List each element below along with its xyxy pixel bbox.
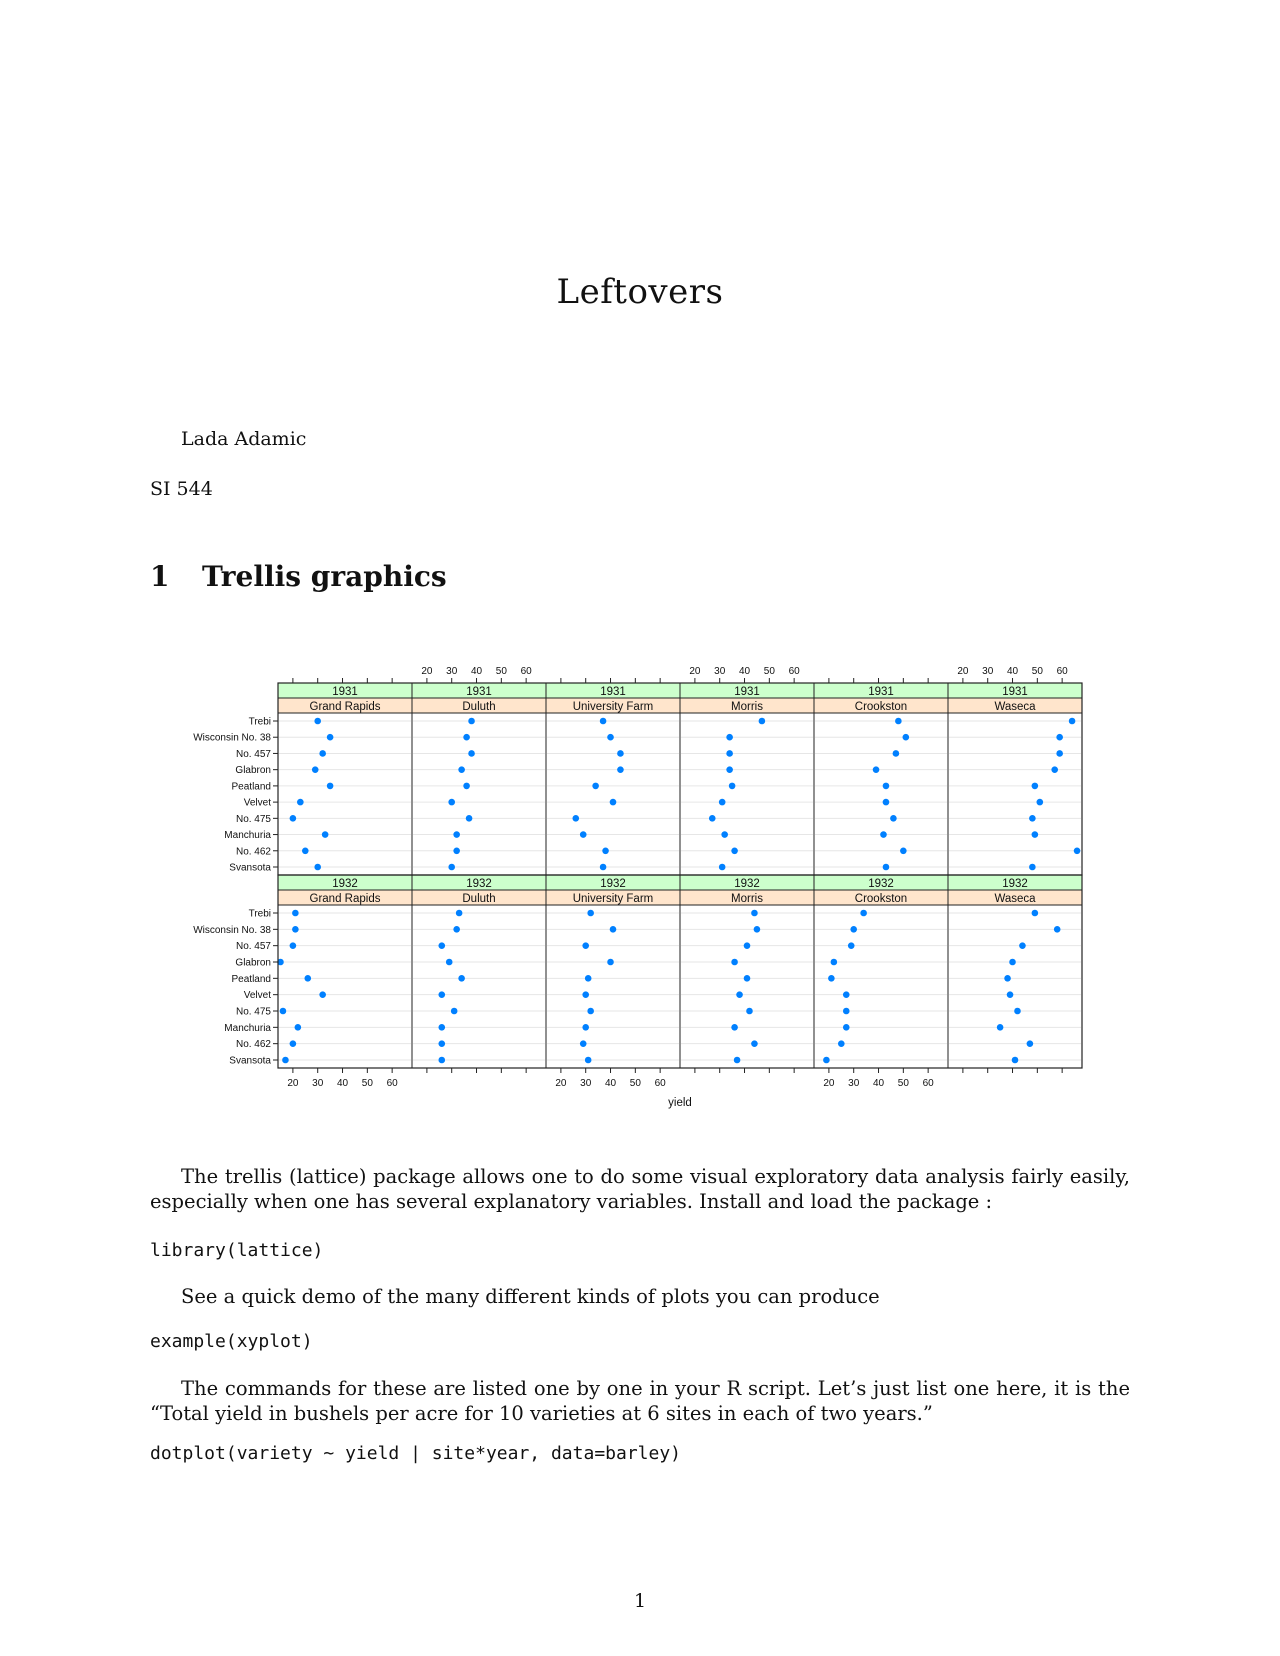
data-point [1032, 910, 1039, 917]
data-point [903, 734, 910, 741]
year-strip-label: 1932 [1002, 878, 1028, 890]
data-point [312, 766, 319, 773]
data-point [759, 718, 766, 725]
x-tick-label: 20 [957, 666, 969, 677]
x-tick-label: 20 [421, 666, 433, 677]
data-point [746, 1008, 753, 1015]
variety-label: No. 457 [235, 748, 271, 760]
data-point [1032, 831, 1039, 838]
data-point [823, 1057, 830, 1064]
x-tick-label: 20 [287, 1078, 299, 1089]
data-point [580, 831, 587, 838]
data-point [438, 942, 445, 949]
page-number: 1 [633, 1590, 647, 1612]
x-tick-label: 30 [580, 1078, 592, 1089]
data-point [734, 1057, 741, 1064]
x-tick-label: 40 [604, 1078, 617, 1089]
year-strip-label: 1932 [868, 878, 894, 890]
data-point [600, 864, 607, 871]
x-tick-label: 40 [872, 1078, 885, 1089]
x-tick-label: 30 [312, 1078, 324, 1089]
data-point [1051, 766, 1058, 773]
year-strip-label: 1932 [734, 878, 760, 890]
data-point [297, 799, 304, 806]
year-strip-label: 1931 [332, 686, 358, 698]
data-point [453, 847, 460, 854]
data-point [580, 1040, 587, 1047]
x-tick-label: 50 [897, 1078, 909, 1089]
x-tick-label: 40 [470, 666, 483, 677]
data-point [1056, 734, 1063, 741]
x-tick-label: 50 [629, 1078, 641, 1089]
x-tick-label: 60 [922, 1078, 934, 1089]
data-point [1037, 799, 1044, 806]
data-point [438, 991, 445, 998]
site-strip-label: Morris [731, 701, 763, 713]
data-point [438, 1024, 445, 1031]
data-point [880, 831, 887, 838]
paragraph-intro: The trellis (lattice) package allows one to do some visual exploratory data analysis fairly easily, especially when one has several explanatory variables. Install and load the package : [150, 1165, 1130, 1213]
year-strip-label: 1931 [600, 686, 626, 698]
data-point [744, 942, 751, 949]
data-point [280, 1008, 287, 1015]
x-tick-label: 60 [1056, 666, 1068, 677]
variety-label: No. 457 [235, 941, 271, 953]
data-point [843, 1008, 850, 1015]
data-point [1029, 864, 1036, 871]
variety-label: No. 462 [235, 846, 271, 858]
data-point [448, 799, 455, 806]
year-strip-label: 1931 [868, 686, 894, 698]
course-code: SI 544 [150, 478, 213, 500]
data-point [709, 815, 716, 822]
data-point [304, 975, 311, 982]
x-tick-label: 30 [446, 666, 458, 677]
variety-label: Glabron [235, 957, 271, 969]
x-tick-label: 20 [689, 666, 701, 677]
site-strip-label: Waseca [994, 893, 1036, 905]
data-point [751, 1040, 758, 1047]
data-point [319, 750, 326, 757]
x-tick-label: 60 [788, 666, 800, 677]
author-name: Lada Adamic [181, 428, 307, 450]
data-point [600, 718, 607, 725]
x-axis-label: yield [668, 1097, 692, 1109]
data-point [327, 783, 334, 790]
data-point [860, 910, 867, 917]
paragraph-commands: The commands for these are listed one by one in your R script. Let’s just list one here, it is the “Total yield in bushels per acre for 10 varieties at 6 sites in each of two years.” [150, 1377, 1130, 1425]
year-strip-label: 1932 [332, 878, 358, 890]
data-point [292, 910, 299, 917]
data-point [900, 847, 907, 854]
year-strip-label: 1932 [600, 878, 626, 890]
section-number: 1 [150, 560, 170, 593]
data-point [1009, 959, 1016, 966]
data-point [744, 975, 751, 982]
variety-label: Glabron [235, 765, 271, 777]
data-point [617, 750, 624, 757]
data-point [438, 1057, 445, 1064]
x-tick-label: 60 [520, 666, 532, 677]
x-tick-label: 50 [1031, 666, 1043, 677]
data-point [895, 718, 902, 725]
x-tick-label: 50 [361, 1078, 373, 1089]
data-point [997, 1024, 1004, 1031]
data-point [751, 910, 758, 917]
data-point [726, 766, 733, 773]
data-point [838, 1040, 845, 1047]
data-point [468, 750, 475, 757]
data-point [327, 734, 334, 741]
data-point [290, 1040, 297, 1047]
data-point [292, 926, 299, 933]
data-point [883, 783, 890, 790]
x-tick-label: 30 [848, 1078, 860, 1089]
data-point [458, 766, 465, 773]
data-point [602, 847, 609, 854]
variety-label: Velvet [243, 990, 271, 1002]
data-point [726, 734, 733, 741]
data-point [585, 975, 592, 982]
data-point [607, 734, 614, 741]
document-title: Leftovers [556, 272, 724, 312]
data-point [610, 799, 617, 806]
data-point [582, 1024, 589, 1031]
data-point [319, 991, 326, 998]
data-point [1069, 718, 1076, 725]
x-tick-label: 30 [714, 666, 726, 677]
data-point [587, 910, 594, 917]
data-point [848, 942, 855, 949]
data-point [1054, 926, 1061, 933]
section-title: Trellis graphics [202, 560, 447, 593]
x-tick-label: 50 [763, 666, 775, 677]
code-library-lattice: library(lattice) [150, 1240, 324, 1261]
data-point [468, 718, 475, 725]
code-dotplot-command: dotplot(variety ~ yield | site*year, data=barley) [150, 1443, 682, 1464]
data-point [1019, 942, 1026, 949]
x-tick-label: 30 [982, 666, 994, 677]
variety-label: Peatland [231, 781, 271, 793]
variety-label: Manchuria [224, 830, 271, 842]
data-point [582, 991, 589, 998]
data-point [831, 959, 838, 966]
data-point [322, 831, 329, 838]
site-strip-label: Morris [731, 893, 763, 905]
data-point [585, 1057, 592, 1064]
data-point [448, 864, 455, 871]
site-strip-label: Duluth [462, 701, 496, 713]
site-strip-label: Duluth [462, 893, 496, 905]
variety-label: Wisconsin No. 38 [193, 924, 271, 936]
site-strip-label: Crookston [854, 701, 908, 713]
x-tick-label: 60 [654, 1078, 666, 1089]
variety-label: Peatland [231, 973, 271, 985]
year-strip-label: 1931 [1002, 686, 1028, 698]
variety-label: Velvet [243, 797, 271, 809]
x-tick-label: 20 [555, 1078, 567, 1089]
data-point [438, 1040, 445, 1047]
data-point [1007, 991, 1014, 998]
data-point [873, 766, 880, 773]
site-strip-label: Grand Rapids [309, 893, 381, 905]
x-tick-label: 40 [1006, 666, 1019, 677]
data-point [617, 766, 624, 773]
data-point [453, 926, 460, 933]
data-point [1027, 1040, 1034, 1047]
data-point [1056, 750, 1063, 757]
data-point [582, 942, 589, 949]
data-point [719, 864, 726, 871]
data-point [572, 815, 579, 822]
data-point [883, 864, 890, 871]
paragraph-demo: See a quick demo of the many different kinds of plots you can produce [181, 1285, 880, 1308]
data-point [843, 991, 850, 998]
data-point [843, 1024, 850, 1031]
data-point [1032, 783, 1039, 790]
variety-label: Trebi [248, 908, 271, 920]
site-strip-label: Grand Rapids [309, 701, 381, 713]
data-point [314, 864, 321, 871]
data-point [883, 799, 890, 806]
data-point [314, 718, 321, 725]
data-point [1014, 1008, 1021, 1015]
variety-label: Svansota [229, 862, 271, 874]
data-point [451, 1008, 458, 1015]
data-point [458, 975, 465, 982]
variety-label: No. 462 [235, 1039, 271, 1051]
variety-label: Manchuria [224, 1022, 271, 1034]
data-point [719, 799, 726, 806]
data-point [726, 750, 733, 757]
data-point [463, 734, 470, 741]
site-strip-label: Crookston [854, 893, 908, 905]
data-point [295, 1024, 302, 1031]
data-point [736, 991, 743, 998]
variety-label: Wisconsin No. 38 [193, 732, 271, 744]
site-strip-label: University Farm [572, 701, 654, 713]
variety-label: Trebi [248, 716, 271, 728]
data-point [828, 975, 835, 982]
x-tick-label: 40 [738, 666, 751, 677]
data-point [587, 1008, 594, 1015]
data-point [453, 831, 460, 838]
x-tick-label: 50 [495, 666, 507, 677]
data-point [463, 783, 470, 790]
data-point [1004, 975, 1011, 982]
data-point [729, 783, 736, 790]
variety-label: No. 475 [235, 1006, 271, 1018]
data-point [282, 1057, 289, 1064]
site-strip-label: Waseca [994, 701, 1036, 713]
data-point [610, 926, 617, 933]
data-point [731, 959, 738, 966]
data-point [721, 831, 728, 838]
year-strip-label: 1932 [466, 878, 492, 890]
variety-label: No. 475 [235, 813, 271, 825]
year-strip-label: 1931 [466, 686, 492, 698]
year-strip-label: 1931 [734, 686, 760, 698]
data-point [1029, 815, 1036, 822]
x-tick-label: 20 [823, 1078, 835, 1089]
variety-label: Svansota [229, 1055, 271, 1067]
data-point [1012, 1057, 1019, 1064]
data-point [1074, 847, 1081, 854]
data-point [456, 910, 463, 917]
data-point [607, 959, 614, 966]
code-example-xyplot: example(xyplot) [150, 1331, 313, 1352]
data-point [754, 926, 761, 933]
data-point [731, 847, 738, 854]
x-tick-label: 60 [386, 1078, 398, 1089]
data-point [731, 1024, 738, 1031]
data-point [890, 815, 897, 822]
data-point [592, 783, 599, 790]
data-point [446, 959, 453, 966]
site-strip-label: University Farm [572, 893, 654, 905]
data-point [850, 926, 857, 933]
data-point [466, 815, 473, 822]
data-point [893, 750, 900, 757]
data-point [290, 815, 297, 822]
x-tick-label: 40 [336, 1078, 349, 1089]
data-point [290, 942, 297, 949]
data-point [302, 847, 309, 854]
